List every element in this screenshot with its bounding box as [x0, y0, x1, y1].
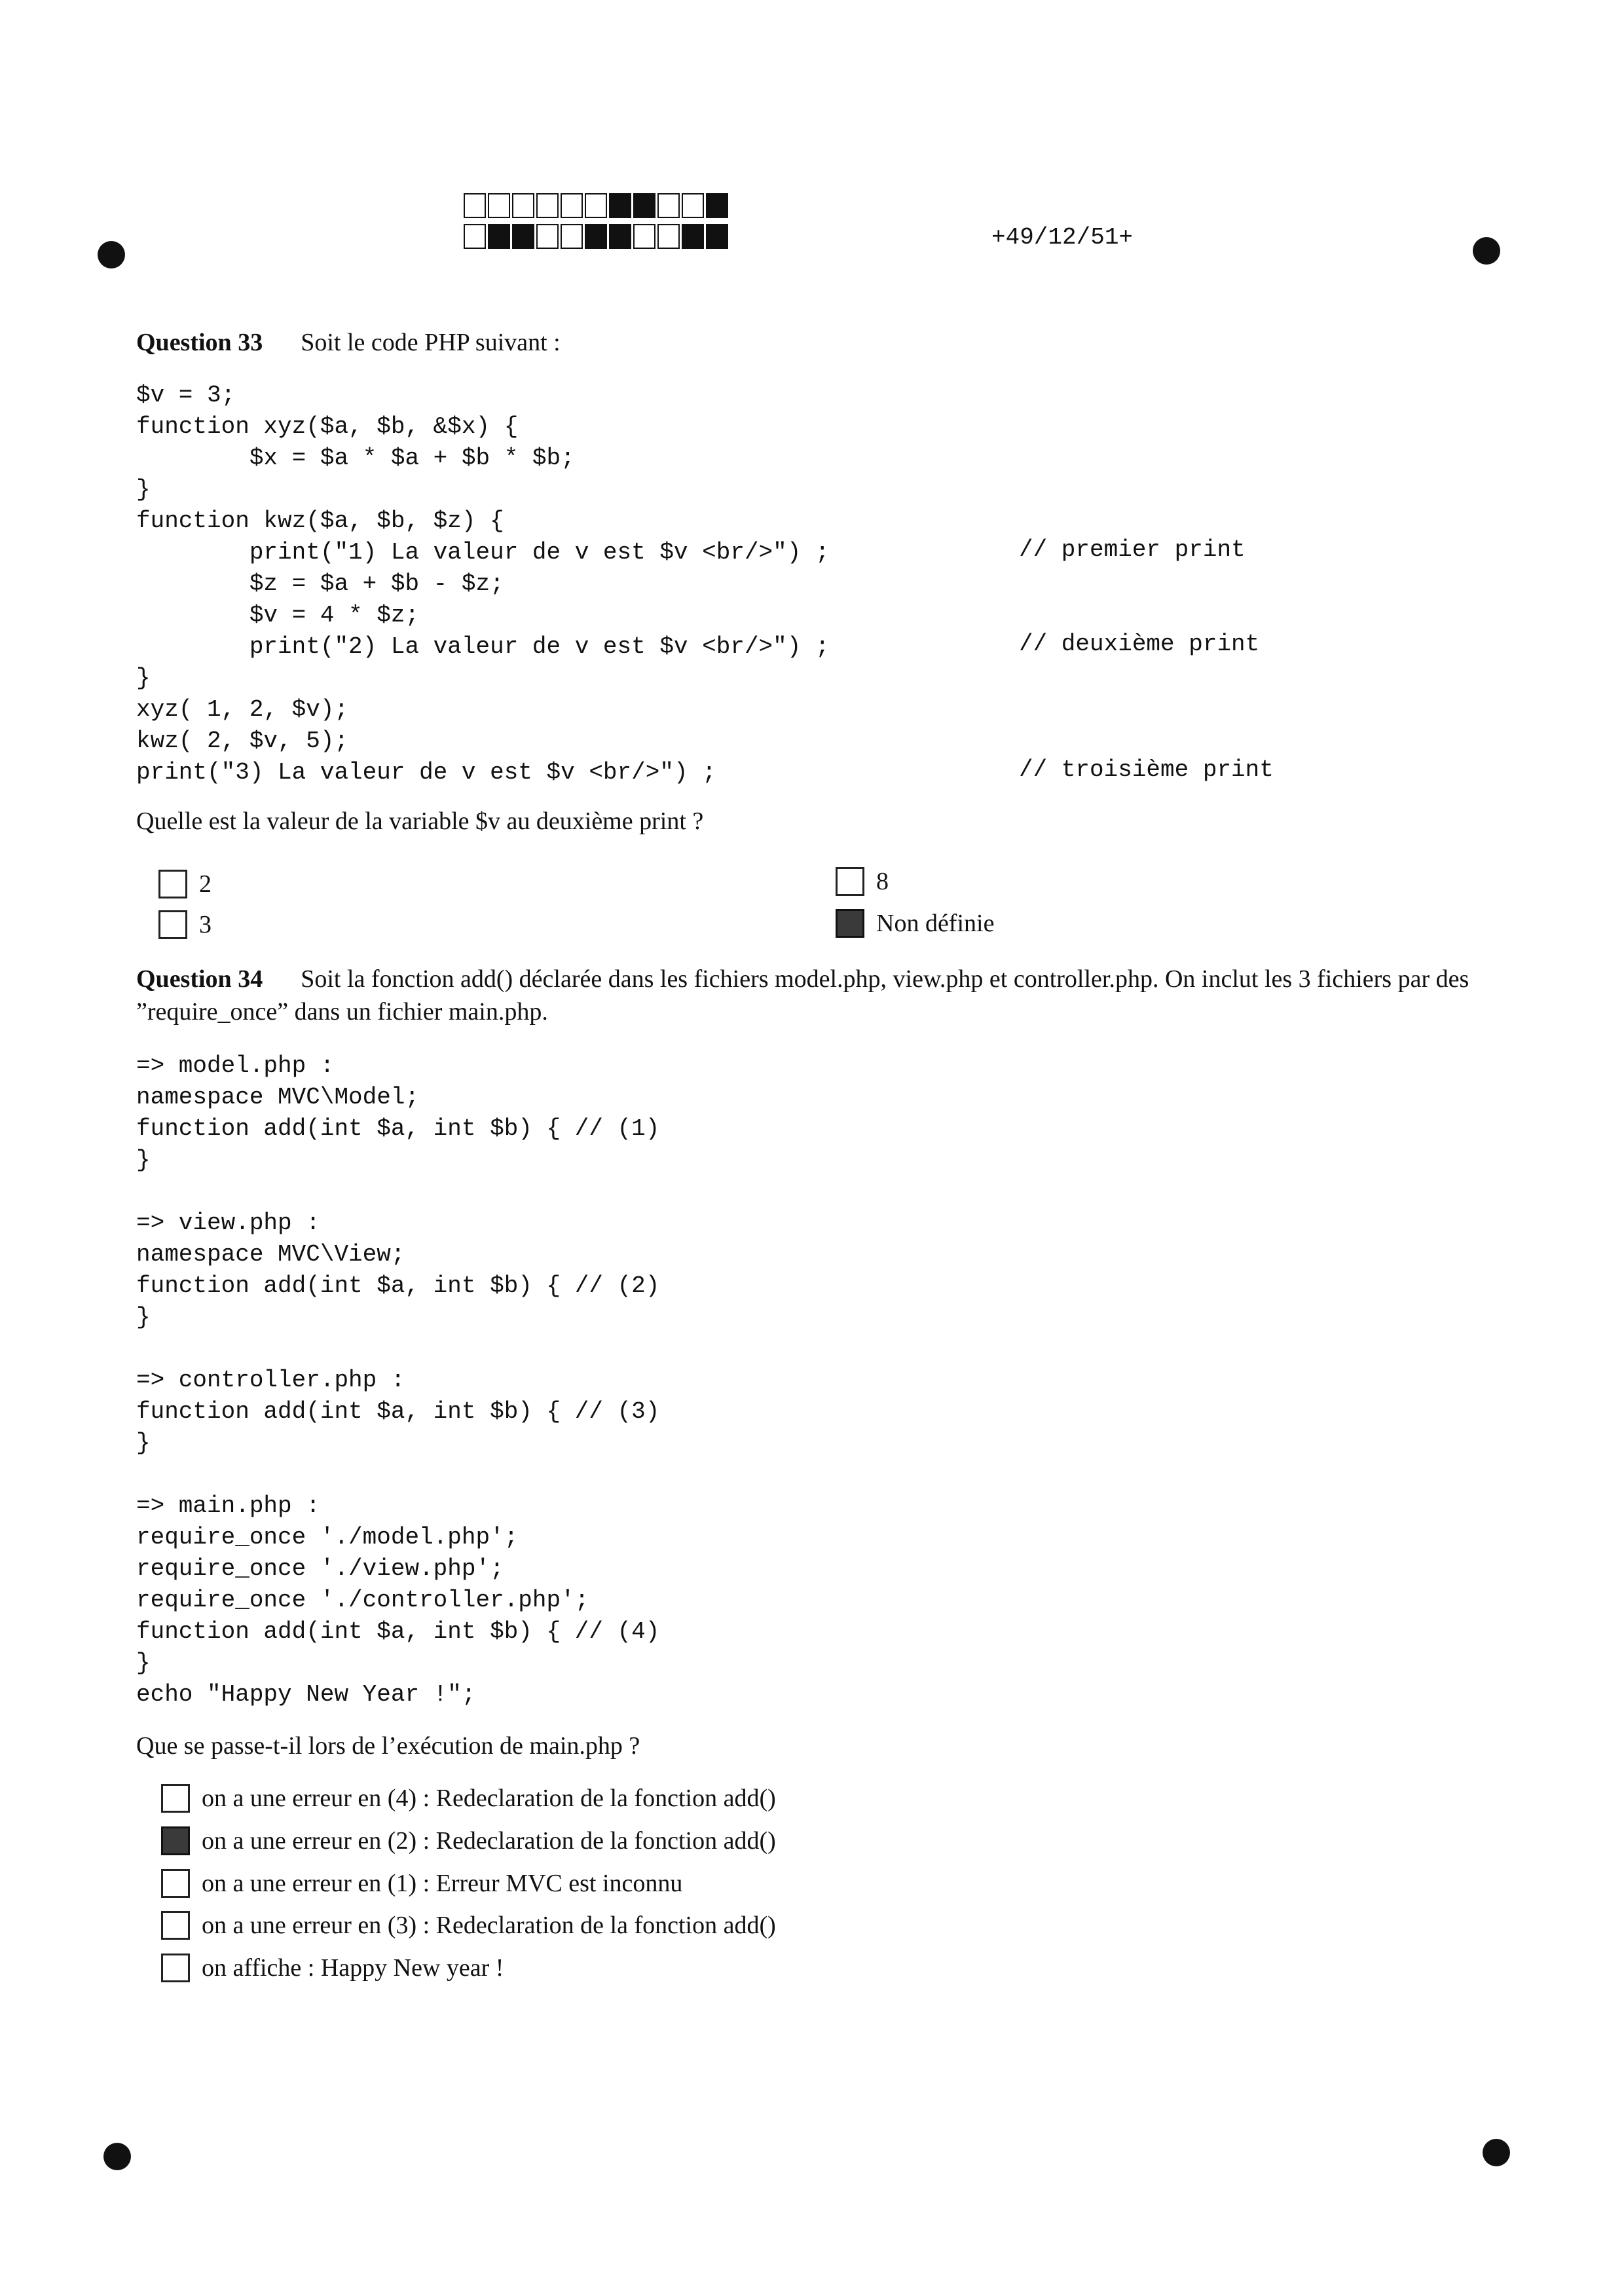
answer-option[interactable]: [161, 1911, 776, 1940]
code-comment-troisieme: // troisième print: [1019, 756, 1274, 783]
barcode-cell-filled: [512, 224, 534, 249]
registration-mark-top-left: [98, 241, 125, 268]
barcode-cell-empty: [657, 193, 680, 218]
barcode-cell-empty: [536, 224, 559, 249]
answer-label: on a une erreur en (2) : Redeclaration de la fonction add(): [202, 1827, 776, 1855]
answer-label: on a une erreur en (1) : Erreur MVC est inconnu: [202, 1870, 683, 1897]
answer-option[interactable]: [836, 867, 889, 896]
barcode-cell-empty: [536, 193, 559, 218]
answer-option[interactable]: [161, 1784, 776, 1813]
answer-checkbox-checked[interactable]: [161, 1826, 190, 1855]
barcode-cell-filled: [488, 224, 510, 249]
question-34-header: [136, 963, 1485, 1028]
question-number: Question 33: [136, 329, 263, 356]
barcode-cell-filled: [682, 224, 704, 249]
answer-checkbox[interactable]: [161, 1869, 190, 1898]
barcode-cell-empty: [464, 193, 486, 218]
barcode-cell-filled: [706, 224, 728, 249]
answer-label: 2: [199, 870, 212, 898]
answer-checkbox[interactable]: [161, 1911, 190, 1940]
barcode-cell-empty: [633, 224, 655, 249]
answer-checkbox-checked[interactable]: [836, 909, 864, 938]
barcode-cell-empty: [488, 193, 510, 218]
question-text: Soit la fonction add() déclarée dans les fichiers model.php, view.php et controller.php. On inclut les 3 fichiers par des ”require_once” dans un fichier main.php.: [136, 965, 1469, 1026]
barcode-cell-empty: [585, 193, 607, 218]
barcode-cell-filled: [706, 193, 728, 218]
code-block-q33: $v = 3; function xyz($a, $b, &$x) { $x = $a * $a + $b * $b; } function kwz($a, $b, $z) { print("1) La valeur de v est $v <br/>") ; $z = $a + $b - $z; $v = 4 * $z; print("2) La valeur de v est $v <br/>") ; } xyz( 1, 2, $v); kwz( 2, $v, 5); print("3) La valeur de v est $v <br/>") ;: [136, 382, 830, 786]
answer-option[interactable]: [836, 909, 994, 938]
barcode-cell-empty: [464, 224, 486, 249]
answer-label: on a une erreur en (3) : Redeclaration de la fonction add(): [202, 1912, 776, 1939]
code-comment-premier: // premier print: [1019, 536, 1246, 563]
answer-label: on a une erreur en (4) : Redeclaration de la fonction add(): [202, 1785, 776, 1812]
answer-option[interactable]: [158, 870, 212, 898]
barcode-cell-empty: [561, 193, 583, 218]
question-34-prompt: Que se passe-t-il lors de l’exécution de main.php ?: [136, 1732, 640, 1760]
answer-checkbox[interactable]: [161, 1953, 190, 1982]
answer-checkbox[interactable]: [158, 910, 187, 939]
registration-mark-bottom-left: [103, 2143, 131, 2170]
answer-label: on affiche : Happy New year !: [202, 1954, 504, 1982]
barcode-cell-empty: [682, 193, 704, 218]
answer-checkbox[interactable]: [836, 867, 864, 896]
answer-label: Non définie: [876, 910, 995, 937]
answer-label: 8: [876, 868, 889, 895]
barcode-cell-empty: [561, 224, 583, 249]
question-number: Question 34: [136, 965, 263, 993]
question-33-prompt: Quelle est la valeur de la variable $v au deuxième print ?: [136, 807, 704, 835]
barcode-cell-filled: [609, 193, 631, 218]
barcode-cell-filled: [633, 193, 655, 218]
barcode-row: [464, 224, 730, 251]
barcode-cell-empty: [657, 224, 680, 249]
registration-mark-top-right: [1473, 237, 1500, 265]
barcode-cell-filled: [609, 224, 631, 249]
answer-label: 3: [199, 911, 212, 938]
question-text: Soit le code PHP suivant :: [301, 329, 561, 356]
page-id: +49/12/51+: [991, 224, 1134, 251]
code-block-q34: => model.php : namespace MVC\Model; function add(int $a, int $b) { // (1) } => view.php : namespace MVC\View; function add(int $a, int $b) { // (2) } => controller.php : function add(int $a, int $b) { // (3) } => main.php : require_once './model.php'; require_once './view.php'; require_once './controller.php'; function add(int $a, int $b) { // (4) } echo "Happy New Year !";: [136, 1052, 660, 1708]
barcode-cell-filled: [585, 224, 607, 249]
answer-checkbox[interactable]: [158, 870, 187, 898]
answer-option[interactable]: [161, 1826, 776, 1855]
answer-checkbox[interactable]: [161, 1784, 190, 1813]
barcode-cell-empty: [512, 193, 534, 218]
answer-option[interactable]: [161, 1953, 504, 1982]
barcode-row: [464, 193, 730, 221]
answer-option[interactable]: [158, 910, 212, 939]
registration-mark-bottom-right: [1483, 2139, 1510, 2166]
code-comment-deuxieme: // deuxième print: [1019, 631, 1260, 657]
answer-option[interactable]: [161, 1869, 682, 1898]
question-33-header: [136, 326, 1485, 359]
